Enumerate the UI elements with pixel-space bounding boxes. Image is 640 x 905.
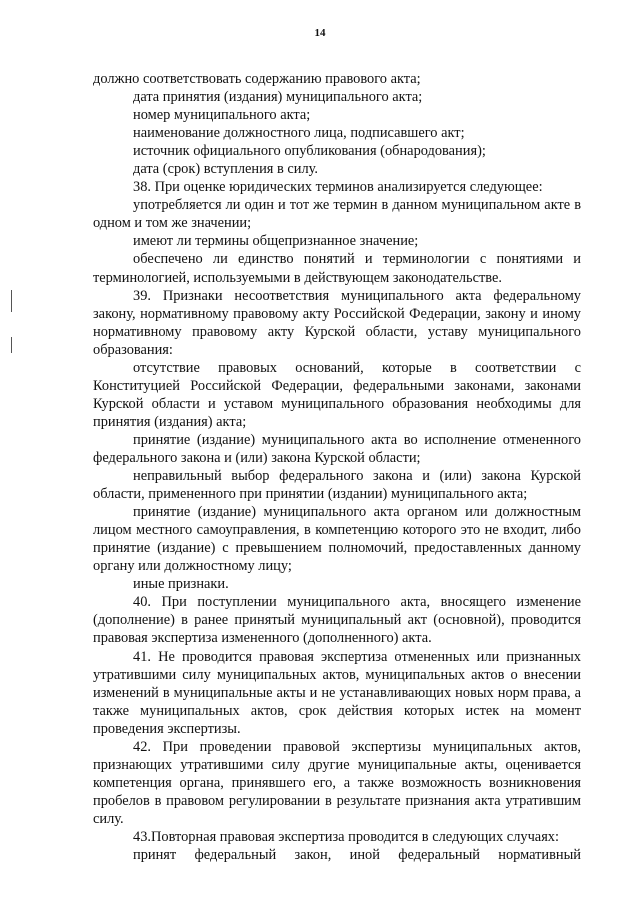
paragraph: дата принятия (издания) муниципального акта; xyxy=(133,89,423,106)
paragraph: принят федеральный закон, иной федеральный нормативный xyxy=(133,847,581,864)
paragraph: иные признаки. xyxy=(133,576,229,593)
margin-mark xyxy=(11,337,12,353)
document-body xyxy=(93,70,581,864)
paragraph: 43.Повторная правовая экспертиза проводится в следующих случаях: xyxy=(133,828,560,845)
paragraph: имеют ли термины общепризнанное значение; xyxy=(133,233,419,250)
paragraph: 39. Признаки несоответствия муниципального акта федеральному закону, нормативному правовому акту Российской Федерации, закону и иному нормативному правовому акту Курской области, уставу муниципального образования: xyxy=(93,287,581,358)
paragraph: употребляется ли один и тот же термин в данном муниципальном акте в одном и том же значении; xyxy=(93,197,581,232)
paragraph: источник официального опубликования (обнародования); xyxy=(133,143,486,160)
paragraph: отсутствие правовых оснований, которые в соответствии с Конституцией Российской Федерации, федеральными законами, законами Курской области и уставом муниципального образования необходимы для принятия (издания) акта; xyxy=(93,359,581,430)
margin-mark xyxy=(11,290,12,312)
paragraph: принятие (издание) муниципального акта органом или должностным лицом местного самоуправления, в компетенцию которого это не входит, либо принятие (издание) с превышением полномочий, предоставленных данному органу или должностному лицу; xyxy=(93,504,581,575)
paragraph: 41. Не проводится правовая экспертиза отмененных или признанных утратившими силу муниципальных актов, муниципальных актов о внесении изменений в муниципальные акты и не устанавливающих новых норм права, а также муниципальных актов, срок действия которых истек на момент проведения экспертизы. xyxy=(93,648,581,737)
paragraph: обеспечено ли единство понятий и терминологии с понятиями и терминологией, используемыми в действующем законодательстве. xyxy=(93,251,581,286)
page-number: 14 xyxy=(314,27,326,39)
paragraph: 40. При поступлении муниципального акта, вносящего изменение (дополнение) в ранее принятый муниципальный акт (основной), проводится правовая экспертиза измененного (дополненного) акта. xyxy=(93,594,581,647)
paragraph: 42. При проведении правовой экспертизы муниципальных актов, признающих утратившими силу другие муниципальные акты, оценивается компетенция органа, принявшего его, а также возможность возникновения пробелов в правовом регулировании в результате признания акта утратившим силу. xyxy=(93,738,581,827)
paragraph: должно соответствовать содержанию правового акта; xyxy=(93,71,421,87)
paragraph: дата (срок) вступления в силу. xyxy=(133,161,319,178)
paragraph: номер муниципального акта; xyxy=(133,107,311,124)
paragraph: 38. При оценке юридических терминов анализируется следующее: xyxy=(133,179,543,196)
paragraph: неправильный выбор федерального закона и (или) закона Курской области, примененного при принятии (издании) муниципального акта; xyxy=(93,468,581,503)
paragraph: принятие (издание) муниципального акта во исполнение отмененного федерального закона и (или) закона Курской области; xyxy=(93,431,581,466)
paragraph: наименование должностного лица, подписавшего акт; xyxy=(133,125,465,142)
